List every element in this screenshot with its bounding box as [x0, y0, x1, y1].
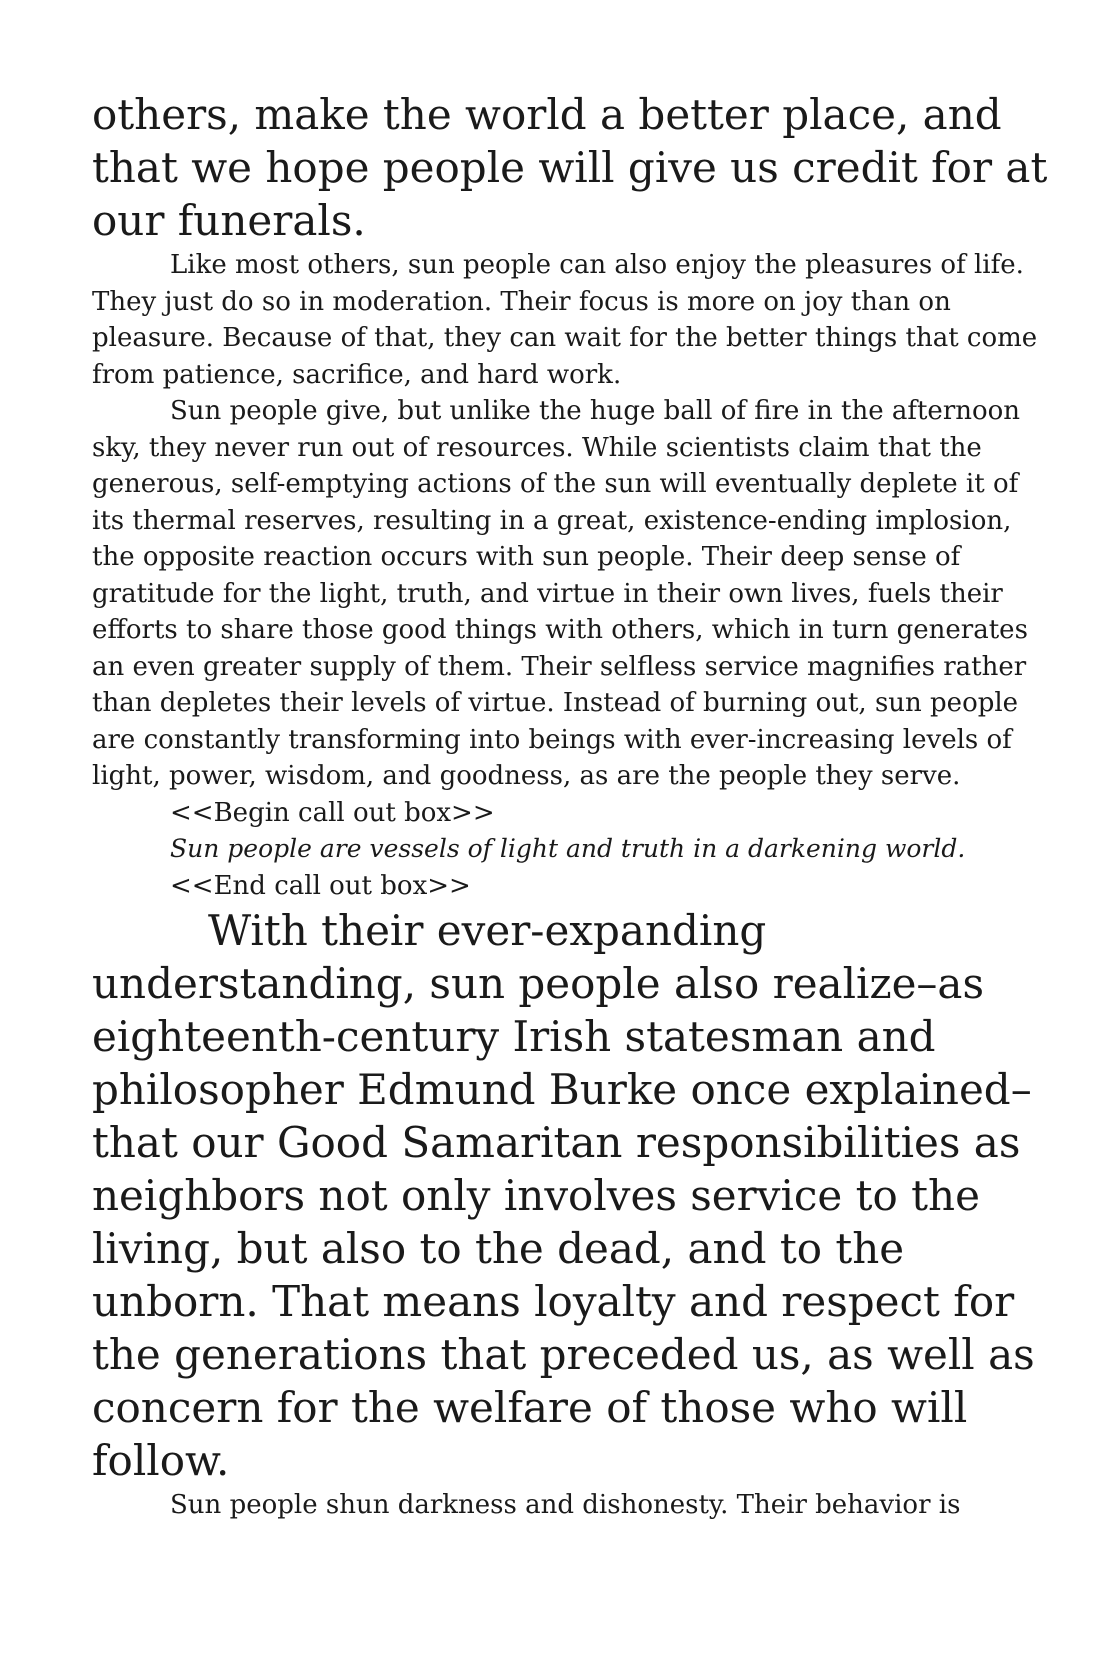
- document-page: [92, 88, 1052, 1524]
- callout-begin-marker: <<Begin call out box>>: [170, 797, 495, 828]
- paragraph-burke: With their ever-expanding understanding, sun people also realize–as eighteenth-century Irish statesman and philosopher Edmund Burke once explained–that our Good Samaritan responsibilities as neighbors not only involves service to the living, but also to the dead, and to the unborn. That means loyalty and respect for the generations that preceded us, as well as concern for the welfare of those who will follow.: [92, 906, 1035, 1485]
- callout-text: Sun people are vessels of light and truth in a darkening world.: [170, 834, 966, 863]
- callout-end-marker: <<End call out box>>: [170, 870, 471, 901]
- paragraph-continued: others, make the world a better place, and that we hope people will give us credit for at our funerals.: [92, 90, 1048, 245]
- paragraph-pleasures: Like most others, sun people can also enjoy the pleasures of life. They just do so in moderation. Their focus is more on joy than on pleasure. Because of that, they can wait for the better things that come from patience, sacrifice, and hard work.: [92, 250, 1038, 390]
- paragraph-shun-darkness: Sun people shun darkness and dishonesty. Their behavior is: [170, 1490, 961, 1520]
- paragraph-sun-people-give: Sun people give, but unlike the huge ball of fire in the afternoon sky, they never run out of resources. While scientists claim that the generous, self-emptying actions of the sun will eventually deplete it of its thermal reserves, resulting in a great, existence-ending implosion, the opposite reaction occurs with sun people. Their deep sense of gratitude for the light, truth, and virtue in their own lives, fuels their efforts to share those good things with others, which in turn generates an even greater supply of them. Their selfless service magnifies rather than depletes their levels of virtue. Instead of burning out, sun people are constantly transforming into beings with ever-increasing levels of light, power, wisdom, and goodness, as are the people they serve.: [92, 396, 1028, 791]
